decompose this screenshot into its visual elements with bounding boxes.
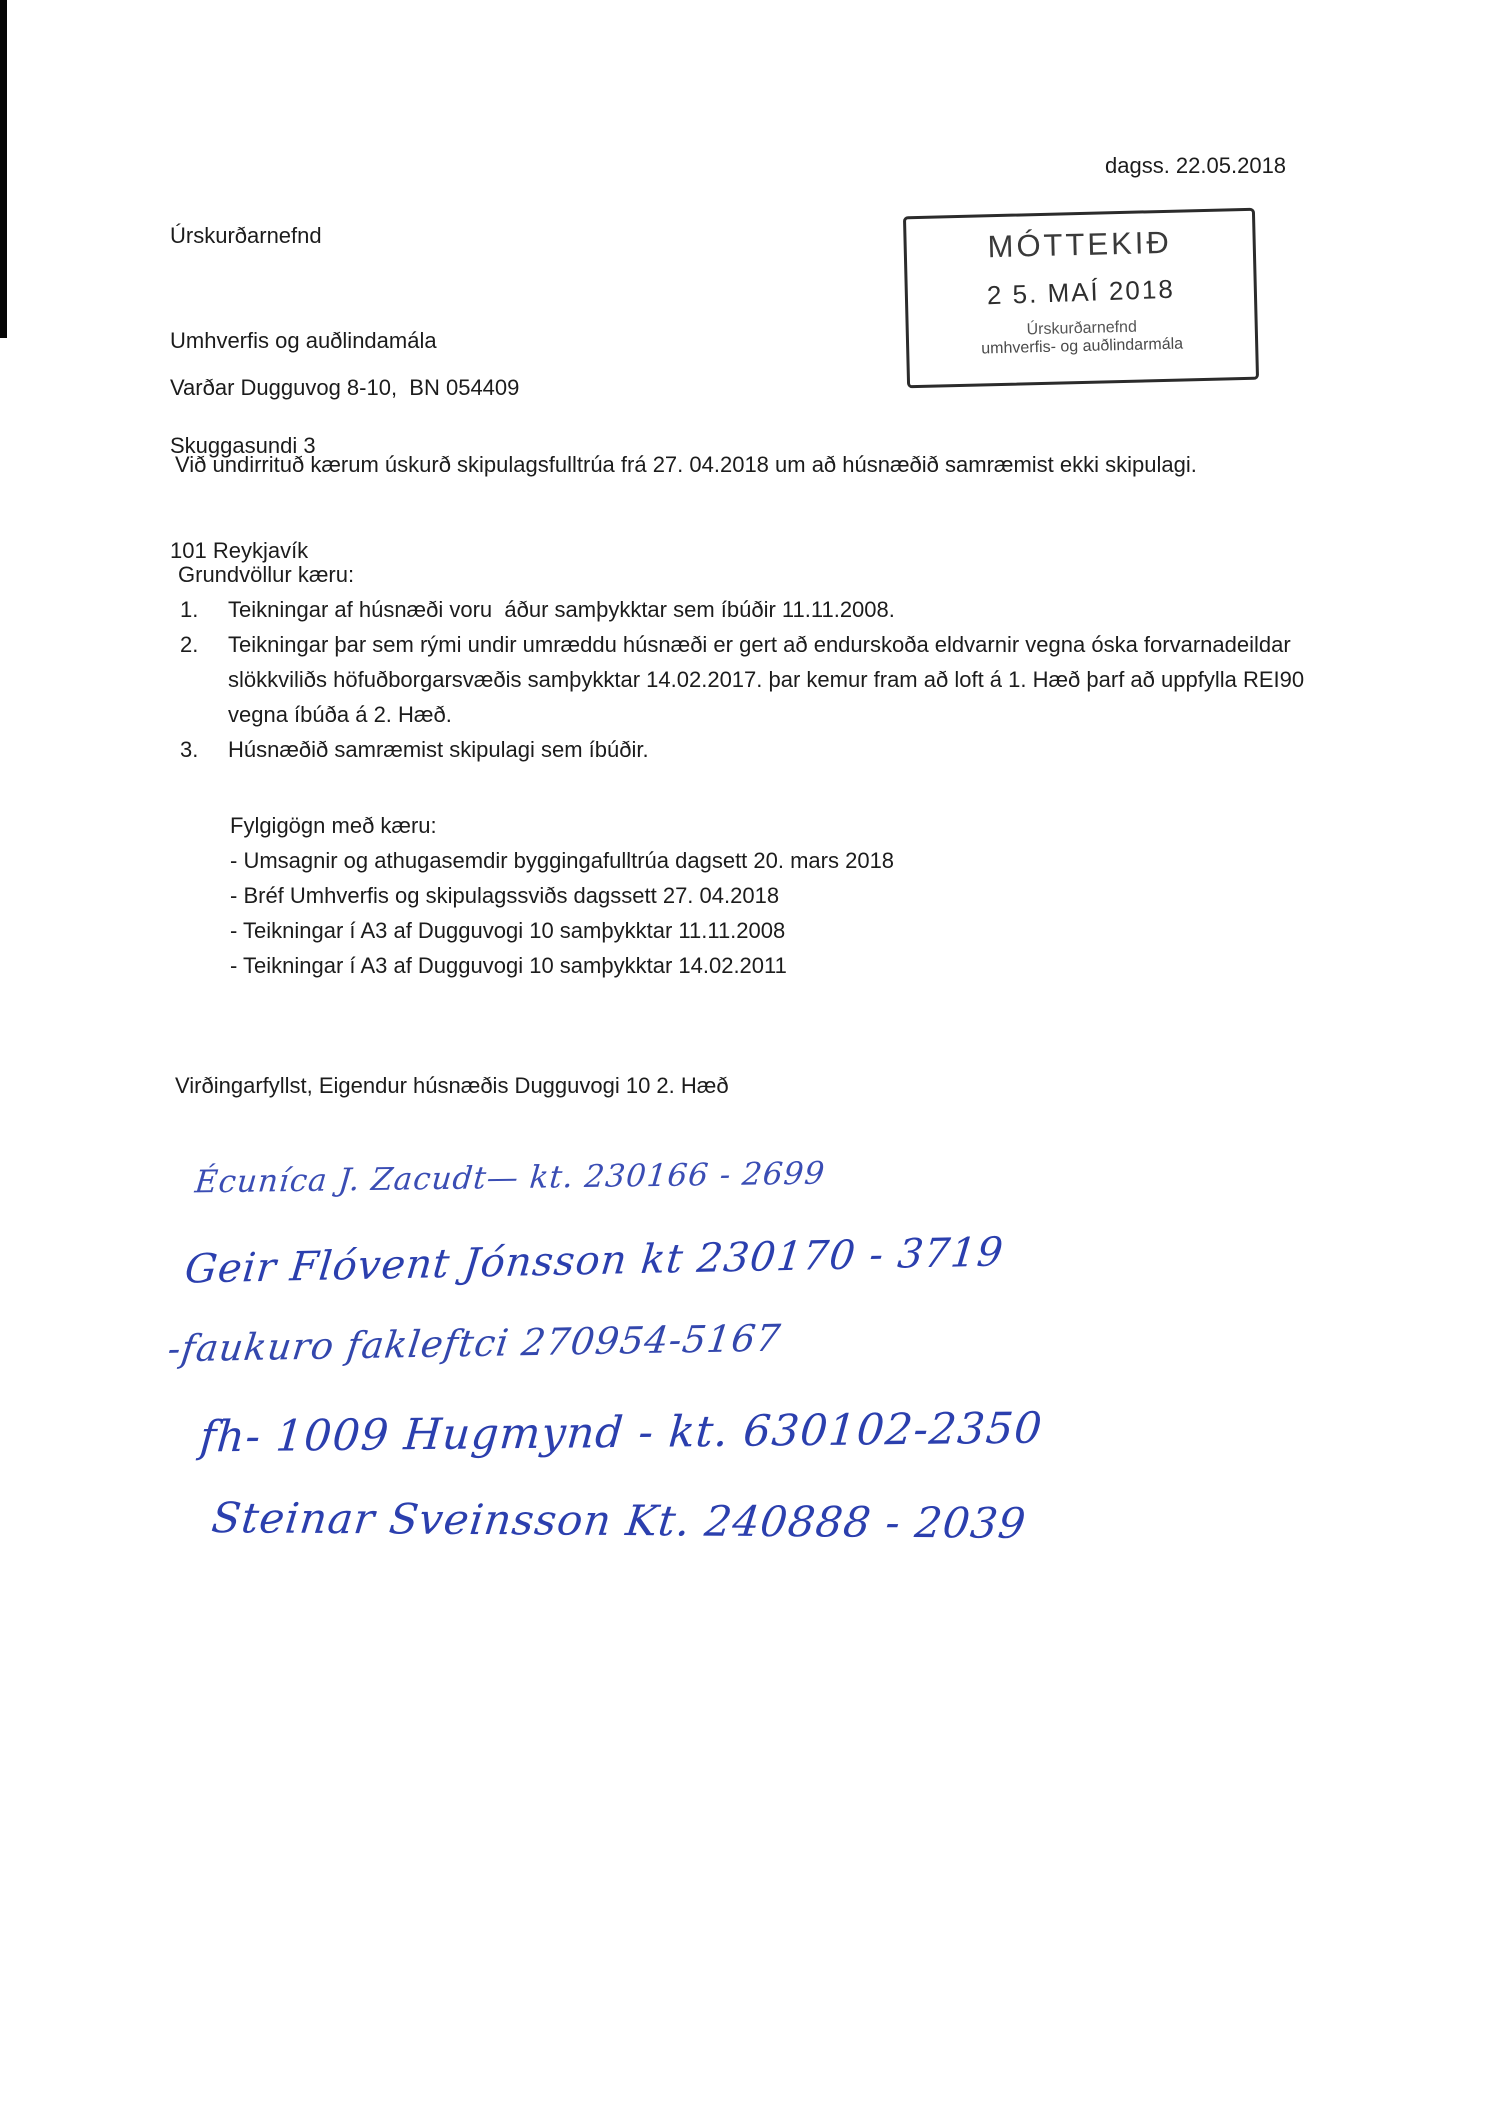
subject-line: Varðar Dugguvog 8-10, BN 054409 — [170, 375, 520, 400]
ground-number-1: 1. — [180, 597, 199, 622]
closing-line: Virðingarfyllst, Eigendur húsnæðis Dugguvogi 10 2. Hæð — [175, 1073, 729, 1098]
stamp-date: 2 5. MAÍ 2018 — [986, 273, 1176, 311]
grounds-heading: Grundvöllur kæru: — [178, 562, 355, 587]
intro-paragraph: Við undirrituð kærum úskurð skipulagsfulltrúa frá 27. 04.2018 um að húsnæðið samræmist ekki skipulagi. — [175, 452, 1197, 477]
handwritten-signature-1: Écuníca J. Zacudt— kt. 230166 - 2699 — [193, 1155, 827, 1201]
received-stamp — [903, 208, 1259, 389]
sender-line-4: 101 Reykjavík — [170, 538, 309, 563]
attachments-heading: Fylgigögn með kæru: — [230, 813, 437, 838]
handwritten-signature-3: -faukuro fakleftci 270954-5167 — [165, 1316, 784, 1371]
ground-item-1 — [180, 592, 1310, 627]
ground-number-3: 3. — [180, 737, 199, 762]
attachment-item-3: - Teikningar í A3 af Dugguvogi 10 samþykktar 11.11.2008 — [230, 918, 786, 943]
grounds-list — [180, 592, 1310, 767]
stamp-title: MÓTTEKIÐ — [987, 224, 1173, 265]
attachments-list — [230, 843, 1330, 983]
stamp-org-line-1: Úrskurðarnefnd — [1026, 318, 1138, 339]
handwritten-signature-4: fh- 1009 Hugmynd - kt. 630102-2350 — [198, 1403, 1045, 1463]
attachment-item-1: - Umsagnir og athugasemdir byggingafulltrúa dagsett 20. mars 2018 — [230, 848, 895, 873]
attachment-item-4: - Teikningar í A3 af Dugguvogi 10 samþykktar 14.02.2011 — [230, 953, 787, 978]
date-line: dagss. 22.05.2018 — [1105, 153, 1287, 178]
ground-number-2: 2. — [180, 632, 199, 657]
sender-line-3: Skuggasundi 3 — [170, 433, 316, 458]
ground-item-2 — [180, 627, 1310, 732]
sender-line-2: Umhverfis og auðlindamála — [170, 328, 437, 353]
ground-text-3: Húsnæðið samræmist skipulagi sem íbúðir. — [228, 737, 649, 762]
stamp-org-line-2: umhverfis- og auðlindarmála — [981, 335, 1184, 358]
attachment-item-2: - Bréf Umhverfis og skipulagssviðs dagssett 27. 04.2018 — [230, 883, 780, 908]
handwritten-signature-5: Steinar Sveinsson Kt. 240888 - 2039 — [209, 1493, 1029, 1548]
handwritten-signature-2: Geir Flóvent Jónsson kt 230170 - 3719 — [182, 1229, 1006, 1293]
sender-line-1: Úrskurðarnefnd — [170, 223, 322, 248]
ground-text-1: Teikningar af húsnæði voru áður samþykktar sem íbúðir 11.11.2008. — [228, 597, 895, 622]
ground-item-3 — [180, 732, 1310, 767]
scan-edge-artifact — [0, 0, 7, 338]
ground-text-2: Teikningar þar sem rými undir umræddu húsnæði er gert að endurskoða eldvarnir vegna óska forvarnadeildar slökkviliðs höfuðborgarsvæðis samþykktar 14.02.2017. þar kemur fram að loft á 1. Hæð þarf að uppfylla REI90 vegna íbúða á 2. Hæð. — [228, 632, 1311, 727]
